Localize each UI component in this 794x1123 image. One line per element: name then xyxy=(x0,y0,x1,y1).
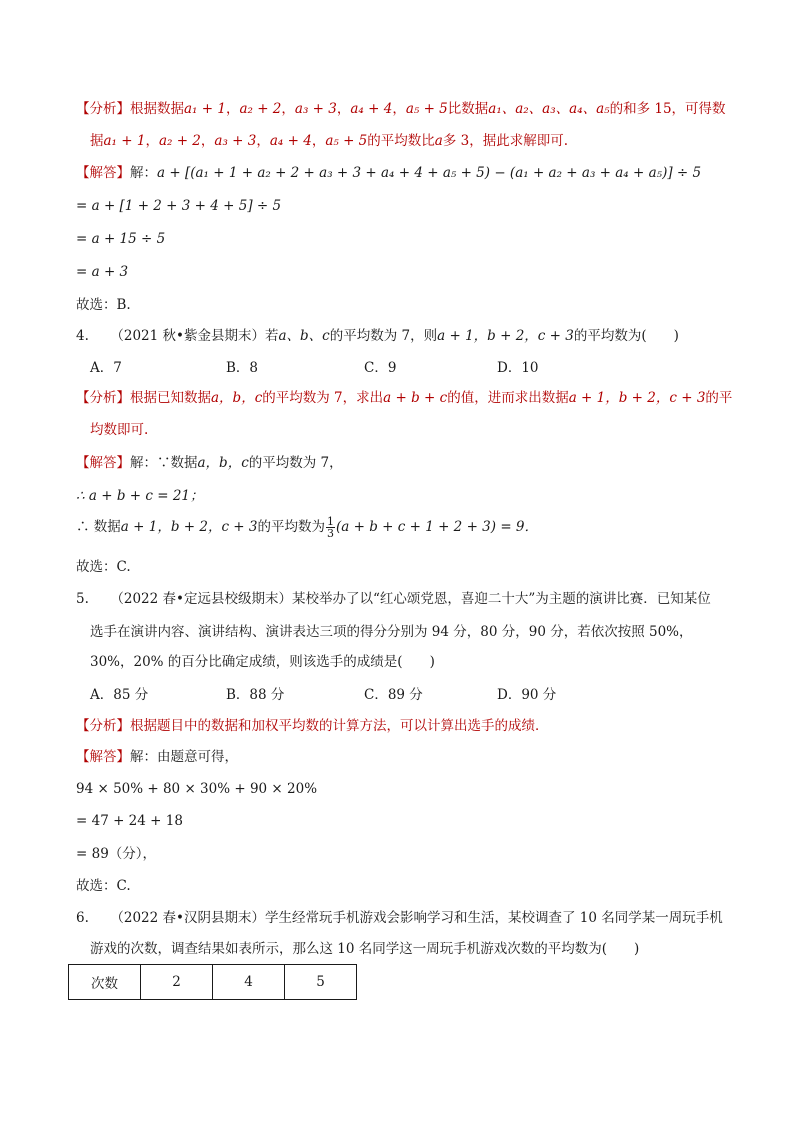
q4-answer-line: 【解答】解：∵数据a，b，c的平均数为 7， xyxy=(76,455,343,471)
q5-stem-line1: 5. （2022 春•定远县校级期末）某校举办了以“红心颂党恩，喜迎二十大”为主题的演讲比赛．已知某位 xyxy=(76,591,711,607)
q5-option-b[interactable]: B．88 分 xyxy=(226,687,285,703)
q5-option-a[interactable]: A．85 分 xyxy=(90,687,149,703)
q5-choice: 故选：C. xyxy=(76,878,131,894)
q4-analysis-line2: 均数即可. xyxy=(90,422,149,438)
q5-option-d[interactable]: D．90 分 xyxy=(497,687,557,703)
analysis-tag: 【分析】 xyxy=(76,101,130,117)
q4-option-d[interactable]: D．10 xyxy=(497,360,539,376)
q4-step1: ∴ a + b + c = 21； xyxy=(76,488,204,504)
q6-frequency-table xyxy=(68,964,357,1000)
q6-stem-line2: 游戏的次数，调查结果如表所示，那么这 10 名同学这一周玩手机游戏次数的平均数为( ) xyxy=(90,941,640,957)
table-cell: 4 xyxy=(213,965,285,1000)
q4-stem: 4. （2021 秋•紫金县期末）若a、b、c的平均数为 7，则a + 1，b + 2，c + 3的平均数为( ) xyxy=(76,328,679,344)
q4-option-c[interactable]: C．9 xyxy=(364,360,397,376)
q3-analysis-line2: 据a₁ + 1，a₂ + 2，a₃ + 3，a₄ + 4，a₅ + 5的平均数比a多 3，据此求解即可. xyxy=(90,133,568,149)
answer-tag: 【解答】 xyxy=(76,165,130,181)
q5-step2: = 47 + 24 + 18 xyxy=(76,813,183,829)
q4-choice: 故选：C. xyxy=(76,559,131,575)
q3-analysis-line1 xyxy=(76,99,726,119)
analysis-text: 根据数据a₁ + 1，a₂ + 2，a₃ + 3，a₄ + 4，a₅ + 5比数据a₁、a₂、a₃、a₄、a₅的和多 15，可得数 xyxy=(130,101,726,117)
q5-stem-line3: 30%，20% 的百分比确定成绩，则该选手的成绩是( ) xyxy=(90,654,435,670)
table-cell: 5 xyxy=(285,965,357,1000)
q6-stem-line1: 6. （2022 春•汉阴县期末）学生经常玩手机游戏会影响学习和生活，某校调查了 10 名同学某一周玩手机 xyxy=(76,910,723,926)
table-header-cell: 次数 xyxy=(69,965,141,1000)
q3-choice: 故选：B. xyxy=(76,297,131,313)
q5-analysis: 【分析】根据题目中的数据和加权平均数的计算方法，可以计算出选手的成绩． xyxy=(76,718,549,734)
q4-option-a[interactable]: A．7 xyxy=(90,360,122,376)
q4-option-b[interactable]: B．8 xyxy=(226,360,259,376)
q3-answer-line: 【解答】解：a + [(a₁ + 1 + a₂ + 2 + a₃ + 3 + a₄ + 4 + a₅ + 5) − (a₁ + a₂ + a₃ + a₄ + a₅)] ÷ 5 xyxy=(76,165,702,181)
q4-analysis-line1: 【分析】根据已知数据a，b，c的平均数为 7，求出a + b + c的值，进而求出数据a + 1，b + 2，c + 3的平 xyxy=(76,390,733,406)
table-cell: 2 xyxy=(141,965,213,1000)
q5-option-c[interactable]: C．89 分 xyxy=(364,687,423,703)
q5-stem-line2: 选手在演讲内容、演讲结构、演讲表达三项的得分分别为 94 分，80 分，90 分，若依次按照 50%， xyxy=(90,624,693,640)
q3-step1: = a + [1 + 2 + 3 + 4 + 5] ÷ 5 xyxy=(76,198,282,214)
q3-step3: = a + 3 xyxy=(76,264,129,280)
fraction-one-third: $\frac{1}{3}$ xyxy=(327,515,334,540)
q5-options xyxy=(0,685,794,705)
q5-answer-line: 【解答】解：由题意可得， xyxy=(76,749,238,765)
q5-step1: 94 × 50% + 80 × 30% + 90 × 20% xyxy=(76,781,318,797)
q3-step2: = a + 15 ÷ 5 xyxy=(76,231,166,247)
q4-options xyxy=(0,358,794,378)
q5-step3: = 89（分）， xyxy=(76,846,157,862)
q3-formula: a + [(a₁ + 1 + a₂ + 2 + a₃ + 3 + a₄ + 4 + a₅ + 5) − (a₁ + a₂ + a₃ + a₄ + a₅)] ÷ 5 xyxy=(157,165,702,181)
table-row xyxy=(69,965,357,1000)
q4-step2: ∴ 数据a + 1，b + 2，c + 3的平均数为 $\frac{1}{3}$ (a + b + c + 1 + 2 + 3) = 9． xyxy=(76,515,539,540)
